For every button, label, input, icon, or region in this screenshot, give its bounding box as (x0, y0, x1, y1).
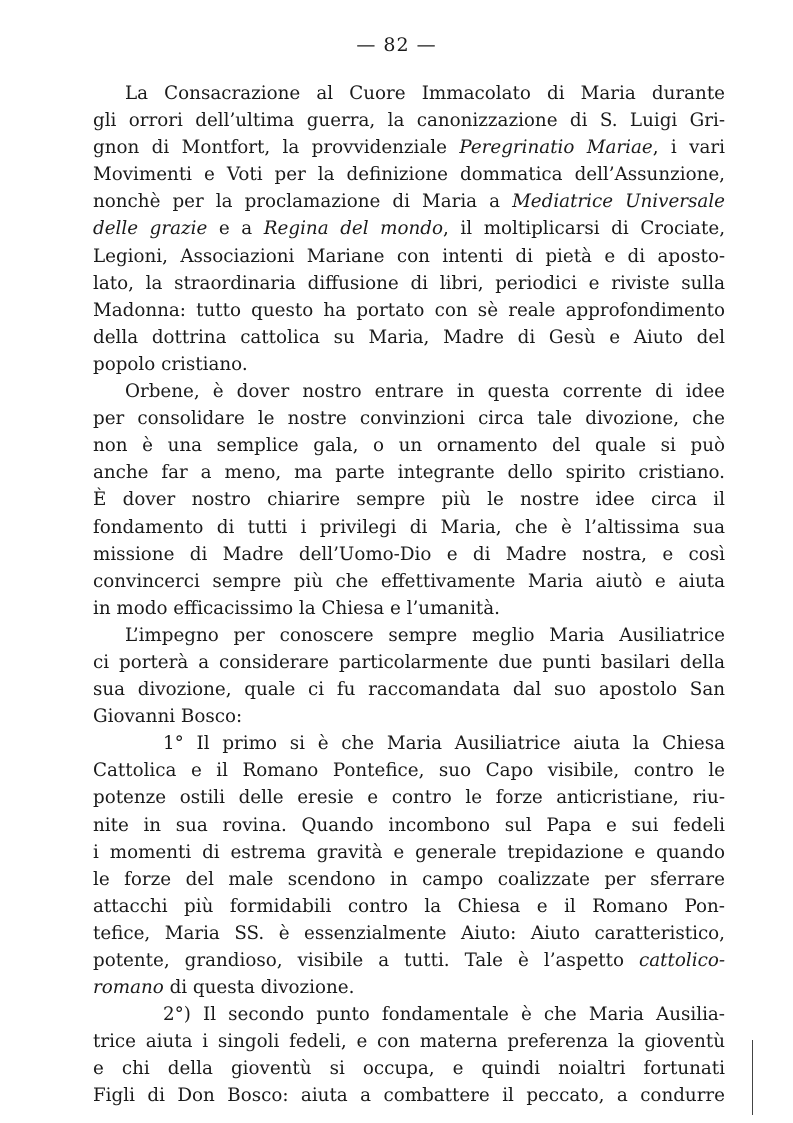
text-line (93, 757, 725, 784)
text-line (93, 947, 725, 974)
text-run: ci porterà a considerare particolarmente due punti basilari della (93, 651, 725, 673)
text-run: Orbene, è dover nostro entrare in questa corrente di idee (125, 381, 725, 403)
text-run: È dover nostro chiarire sempre più le nostre idee circa il (93, 489, 725, 511)
italic-phrase: delle grazie (93, 218, 208, 240)
text-run: 2°) Il secondo punto fondamentale è che Maria Ausilia- (163, 1004, 725, 1026)
italic-phrase: Peregrinatio Mariae (459, 137, 653, 159)
text-line (93, 784, 725, 811)
text-line (93, 649, 725, 676)
text-line (93, 812, 725, 839)
text-line (93, 378, 725, 405)
text-run: La Consacrazione al Cuore Immacolato di Maria durante (125, 83, 725, 104)
text-line (93, 974, 725, 1001)
text-line (93, 188, 725, 215)
text-line (93, 1055, 725, 1082)
text-run: gnon di Montfort, la provvidenziale (93, 137, 460, 159)
text-line (93, 514, 725, 541)
text-run: missione di Madre dell’Uomo-Dio e di Madre nostra, e così (93, 543, 725, 565)
text-line (93, 134, 725, 161)
text-run: attacchi più formidabili contro la Chiesa e il Romano Pon- (93, 895, 725, 917)
text-run: trice aiuta i singoli fedeli, e con materna preferenza la gioventù (93, 1031, 725, 1053)
text-line (93, 541, 725, 568)
text-line (93, 351, 725, 378)
paragraph (93, 730, 725, 1001)
text-line (93, 595, 725, 622)
text-line (93, 730, 725, 757)
text-line (93, 568, 725, 595)
text-run: nite in sua rovina. Quando incombono sul Papa e sui fedeli (93, 814, 725, 836)
text-run: per consolidare le nostre convinzioni circa tale divozione, che (93, 408, 725, 430)
paragraph (93, 622, 725, 730)
text-line (93, 1028, 725, 1055)
text-run: gli orrori dell’ultima guerra, la canonizzazione di S. Luigi Gri- (93, 110, 725, 132)
text-line (93, 459, 725, 486)
text-run: sua divozione, quale ci fu raccomandata dal suo apostolo San (93, 679, 725, 701)
text-line (93, 215, 725, 242)
text-run: Giovanni Bosco: (93, 706, 243, 728)
text-line (93, 893, 725, 920)
text-run: le forze del male scendono in campo coalizzate per sferrare (93, 868, 725, 890)
text-line (93, 80, 725, 107)
italic-phrase: Mediatrice Universale (512, 191, 725, 213)
body-text (93, 80, 725, 1110)
text-run: potente, grandioso, visibile a tutti. Tale è l’aspetto (93, 950, 640, 971)
text-run: Cattolica e il Romano Pontefice, suo Capo visibile, contro le (93, 760, 725, 782)
text-line (93, 324, 725, 351)
text-run: lato, la straordinaria diffusione di libri, periodici e riviste sulla (93, 272, 725, 294)
text-line (93, 866, 725, 893)
text-run: convincerci sempre più che effettivamente Maria aiutò e aiuta (93, 570, 725, 592)
text-line (93, 405, 725, 432)
text-line (93, 243, 725, 270)
text-run: non è una semplice gala, o un ornamento del quale si può (93, 435, 725, 457)
italic-phrase: cattolico- (639, 950, 725, 971)
text-line (93, 1082, 725, 1109)
text-run: in modo efficacissimo la Chiesa e l’umanità. (93, 597, 500, 619)
text-run: e chi della gioventù si occupa, e quindi noialtri fortunati (93, 1058, 725, 1080)
text-run: , il moltiplicarsi di Crociate, (443, 218, 726, 240)
text-run: Figli di Don Bosco: aiuta a combattere il peccato, a condurre (93, 1085, 725, 1107)
text-run: e a (207, 218, 264, 240)
text-line (93, 676, 725, 703)
page-number: — 82 — (356, 34, 437, 56)
text-run: Movimenti e Voti per la definizione dommatica dell’Assunzione, (93, 164, 725, 186)
text-run: Madonna: tutto questo ha portato con sè reale approfondimento (93, 299, 725, 321)
text-run: potenze ostili delle eresie e contro le forze anticristiane, riu- (93, 787, 725, 809)
text-line (93, 1001, 725, 1028)
italic-phrase: romano (93, 977, 164, 999)
text-line (93, 622, 725, 649)
text-run: i momenti di estrema gravità e generale trepidazione e quando (93, 841, 725, 863)
text-line (93, 839, 725, 866)
text-run: anche far a meno, ma parte integrante dello spirito cristiano. (93, 462, 725, 484)
margin-mark (752, 1040, 753, 1115)
text-run: popolo cristiano. (93, 353, 248, 375)
text-run: Legioni, Associazioni Mariane con intenti di pietà e di aposto- (93, 245, 725, 267)
text-run: 1° Il primo si è che Maria Ausiliatrice aiuta la Chiesa (163, 733, 725, 755)
text-run: della dottrina cattolica su Maria, Madre di Gesù e Aiuto del (93, 326, 725, 348)
text-line (93, 270, 725, 297)
text-run: L’impegno per conoscere sempre meglio Maria Ausiliatrice (125, 624, 725, 646)
paragraph (93, 378, 725, 622)
text-run: nonchè per la proclamazione di Maria a (93, 191, 513, 213)
text-line (93, 107, 725, 134)
text-line (93, 703, 725, 730)
text-line (93, 920, 725, 947)
paragraph (93, 80, 725, 378)
text-run: fondamento di tutti i privilegi di Maria, che è l’altissima sua (93, 516, 725, 538)
text-line (93, 486, 725, 513)
text-line (93, 432, 725, 459)
paragraph (93, 1001, 725, 1109)
text-run: tefice, Maria SS. è essenzialmente Aiuto: Aiuto caratteristico, (93, 922, 725, 944)
text-run: di questa divozione. (163, 977, 355, 999)
italic-phrase: Regina del mondo (263, 218, 443, 240)
text-line (93, 161, 725, 188)
text-line (93, 297, 725, 324)
text-run: , i vari (652, 137, 725, 159)
